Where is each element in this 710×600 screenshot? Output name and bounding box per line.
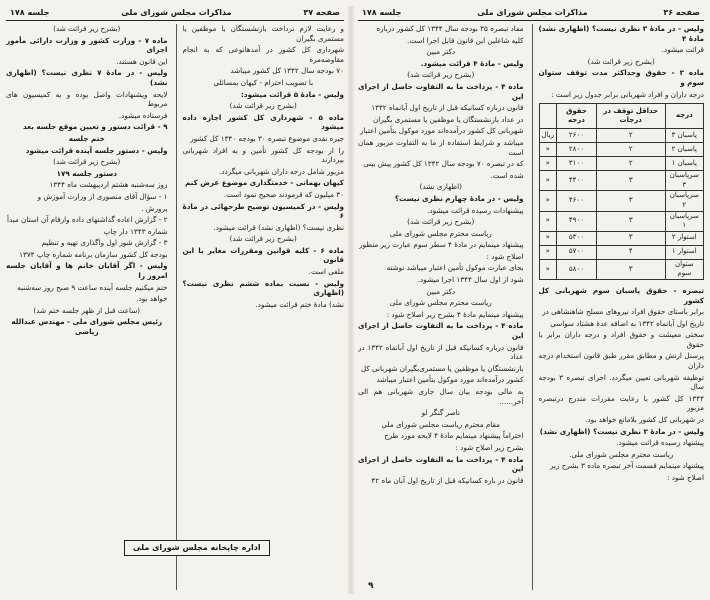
read-note: (بشرح زیر قرائت شد) xyxy=(407,70,475,80)
unit-cell: « xyxy=(539,231,557,245)
journal-title: مذاکرات مجلس شورای ملی xyxy=(121,8,232,18)
agenda-item: ۳ - گزارش شور اول واگذاری تهیه و تنظیم xyxy=(41,238,168,248)
speaker-line: با تصویب احترام - کیهان بمسائلی xyxy=(213,77,314,87)
speaker-line: ولیس - در مادهٔ ۷ نظری نیست؟ (اظهاری نشد) xyxy=(6,68,168,87)
signatory: دکتر مبین xyxy=(426,47,456,57)
address-line: مقام محترم ریاست مجلس شورای ملی xyxy=(381,419,500,429)
text-line: خواهد بود. xyxy=(136,294,168,304)
read-note: (بشرح زیر قرائت شد) xyxy=(53,157,121,167)
text-line: اصلاح شود : xyxy=(486,251,524,261)
text-line: کلیه شاغلین این قانون قابل اجرا است. xyxy=(407,35,524,45)
text-line: درجه داران و افراد شهربانی برابر جدول زیر است : xyxy=(551,89,704,99)
rank-cell: استوار ۱ xyxy=(665,245,703,259)
document-spread xyxy=(6,6,704,594)
speaker-line: ولیس - دستور جلسه آینده قرائت میشود xyxy=(25,145,168,155)
read-note: (بشرح زیر قرائت شد) xyxy=(229,101,297,111)
table-row xyxy=(539,259,704,279)
text-line: لایحه ویشنهادات واصل بوده و به کمیسیون های مربوط xyxy=(6,89,168,109)
read-note: (بشرح زیر قرائت شد) xyxy=(229,234,297,244)
text-line: بشرح زیر اصلاح شود : xyxy=(455,442,524,452)
text-line: این قانون هستند. xyxy=(116,56,168,66)
unit-column-header xyxy=(539,104,557,129)
column-left xyxy=(6,24,168,590)
table-row xyxy=(539,143,704,157)
unit-cell: « xyxy=(539,157,557,171)
text-line: در شهربانی کل کشور بلامانع خواهد بود. xyxy=(585,415,704,425)
speaker-line: ولیس - مادهٔ ۴ قرائت میشود. xyxy=(420,58,524,68)
table-row xyxy=(539,211,704,231)
table-row xyxy=(539,191,704,211)
text-line: را از بودجه کل کشور تأمین و به افراد شهربانی بپردازند xyxy=(182,145,344,165)
running-head-left xyxy=(6,6,344,21)
rank-cell: پاسبان ۳ xyxy=(665,129,703,143)
address-line: ریاست محترم مجلس شورای ملی xyxy=(389,228,492,238)
text-line: شماره ۱۳۴۳ دار چاپ xyxy=(103,226,168,236)
unit-cell: « xyxy=(539,191,557,211)
text-line: ۱۳۴۴ کل کشور با رعایت مقررات مندرج درتبصره مزبور xyxy=(538,393,704,413)
years-cell: ۲ xyxy=(596,157,665,171)
text-line: بجای عبارت موکول تأمین اعتبار میباشد نوشته xyxy=(386,263,524,273)
text-line: کشور درآمده‌اند مورد موکول بتأمین اعتبار میباشد xyxy=(376,375,524,385)
years-cell: ۳ xyxy=(596,211,665,231)
years-cell: ۳ xyxy=(596,191,665,211)
unit-cell: « xyxy=(539,245,557,259)
section-heading: ختم جلسه xyxy=(68,133,105,143)
text-line: ۷۰ بودجه سال ۱۳۴۲ کل کشور میباشد xyxy=(230,66,344,76)
text-line: ۳۰ میلیون که قرمودند صحیح نمود است. xyxy=(223,189,344,199)
text-line: شهربانی کل کشور درآمده‌اند مورد موکول بتأمین اعتبار xyxy=(360,126,524,136)
text-line: شهرداری کل کشور در آمدهانوعی که به انجام مقاوضه‌مره xyxy=(182,45,344,64)
column-header: حداقل توقف در درجات xyxy=(596,104,665,129)
folio-number: ۹ xyxy=(368,581,374,592)
years-cell: ۳ xyxy=(596,171,665,191)
text-line: ملغی است. xyxy=(308,267,344,277)
agenda-title: دستور جلسه ۱۷۹ xyxy=(56,168,117,178)
article-heading: ماده ۳ - حقوق وحداکثر مدت توقف ستوان سوم و xyxy=(538,68,704,87)
article-heading: ماده ۴ - پرداخت ما به التفاوت حاصل از اجرای این xyxy=(358,81,524,101)
salary-cell: ۵۳۰۰ xyxy=(557,231,597,245)
text-line: پیشنهاد مینمایم مادهٔ ۴ بشرح زیر اصلاح شود : xyxy=(386,309,524,319)
table-row xyxy=(539,231,704,245)
text-line: احتراماً پیشنهاد مینمایم مادهٔ ۴ لایحه مورد طرح xyxy=(384,431,524,441)
text-line: نشد) مادهٔ ختم قرائت میشود. xyxy=(255,299,344,309)
page-right xyxy=(358,6,704,594)
column-right xyxy=(176,24,345,590)
text-line: که در تبصره ۷۰ بودجه سال ۱۳۴۲ کل کشور پیش بینی xyxy=(363,159,524,169)
signatory: ناصر گنگر لو xyxy=(421,408,460,418)
column-header: حقوق درجه xyxy=(557,104,597,129)
column-header: درجه xyxy=(665,104,703,129)
rank-cell: پاسبان ۲ xyxy=(665,143,703,157)
running-head-right xyxy=(358,6,704,21)
speaker-line: ولیس - نسبت بماده ششم نظری نیست؟ (اظهاری xyxy=(182,278,344,298)
unit-cell: « xyxy=(539,171,557,191)
article-heading: ماده ۶ - کلیه قوانین ومقررات مغایر با این قانون xyxy=(182,245,344,265)
page-label: صفحه ۳۷ xyxy=(303,8,340,18)
read-note: (بشرح زیر قرائت شد) xyxy=(53,24,121,33)
years-cell: ۴ xyxy=(596,245,665,259)
salary-cell: ۵۸۰۰ xyxy=(557,259,597,279)
text-line: بودجه کل کشور سازمان برنامه شماره چاپ ۱۳۷۴ xyxy=(19,249,168,259)
column-left xyxy=(358,24,524,590)
text-line: برابر باستای حقوق افراد نیروهای مسلح شاهنشاهی در xyxy=(542,307,704,317)
columns-left-page xyxy=(6,24,344,590)
text-line: تاریخ اول آبانماه ۱۳۴۲ به اضافه عدهٔ هشتاد سواسی xyxy=(550,318,704,328)
text-line: شود از اول سال ۱۳۴۴ اجرا میشود. xyxy=(417,275,524,285)
speaker-line: ولیس - در مادهٔ چهارم نظری نیست؟ xyxy=(394,193,524,203)
agenda-item: ۲ - گزارش اعاده گذاشتهای داده وارقام آن استان مبدأ xyxy=(6,215,168,225)
text-line: میباشد و شرایط استفاده از ما به التفاوت مزبور همان است xyxy=(358,137,524,157)
text-line: مزبور شامل درجه داران شهربانی میگردد. xyxy=(219,166,344,176)
text-line: و رعایت لازم نرداخت بازنشستگان یا موظفین یا مستمری بگیران xyxy=(182,24,344,43)
unit-cell: « xyxy=(539,259,557,279)
text-line: فرستاده میشود. xyxy=(118,110,168,120)
years-cell: ۳ xyxy=(596,231,665,245)
address-line: ریاست محترم مجلس شورای ملی xyxy=(389,298,492,308)
text-line: سختی معیشت و حقوق افراد و درجه داران برابر با حقوق xyxy=(538,330,704,349)
text-line: اصلاح شود : xyxy=(667,473,704,482)
session-label: جلسه ۱۷۸ xyxy=(362,8,402,18)
years-cell: ۲ xyxy=(596,143,665,157)
speaker-line: ولیس - در مادهٔ ۳ نظری نیست؟ (اظهاری نشد) xyxy=(539,426,704,436)
text-line: پرورش . xyxy=(141,203,168,213)
speaker-line: ولیس - در کمیسیون توضیح طرحهائی در مادهٔ ۶ xyxy=(182,201,344,221)
article-heading: ماده ۴ - پرداخت ما به التفاوت حاصل از اجرای این xyxy=(358,321,524,341)
text-line: پرسنل ارتش و مطابق مقرر طبق قانون استخدام درجه داران xyxy=(538,351,704,371)
text-line: قانون درباره کسانیکه قبل از تاریخ اول آبانماه ۱۳۴۲ xyxy=(371,103,524,113)
salary-cell: ۴۶۰۰ xyxy=(557,191,597,211)
table-row xyxy=(539,129,704,143)
text-line: در عداد بازنشستگان یا موظفین یا مستمری بگیران xyxy=(372,114,524,124)
salary-cell: ۲۸۰۰ xyxy=(557,143,597,157)
text-line: پیشنهاد مینمایم قسمت آخر تبصره ماده ۳ بشرح زیر xyxy=(550,461,704,471)
salary-cell: ۴۹۰۰ xyxy=(557,211,597,231)
speaker-line: کیهان بهمانی - خدمتگذاری موضوع عرض کنم xyxy=(185,178,344,188)
rank-cell: ستوان سوم xyxy=(665,259,703,279)
text-line: پیشنهاد مینمایم در مادهٔ ۴ سطر سوم عبارت زیر منظور xyxy=(359,240,524,250)
read-note: (اظهاری نشد) xyxy=(419,182,462,192)
table-row xyxy=(539,245,704,259)
text-line: پیشنهادات رسیده قرائت میشود. xyxy=(427,205,524,215)
rank-salary-table xyxy=(539,103,705,280)
text-line: قرائت میشود. xyxy=(661,45,704,55)
journal-title: مذاکرات مجلس شورای ملی xyxy=(477,8,588,18)
printing-office-stamp: اداره چاپخانه مجلس شورای ملی xyxy=(124,540,270,556)
text-line: قانون درباره کسانیکه قبل از تاریخ اول آبانماه ۱۳۴۲ در عداد xyxy=(358,342,524,362)
speaker-line: ولیس - در مادهٔ ۳ نظری نیست؟ (اظهاری نشد) مادهٔ ۴ xyxy=(538,24,704,43)
article-heading: ماده ۵ - شهرداری کل کشور اجازه داده میشود xyxy=(182,112,344,132)
years-cell: ۲ xyxy=(596,129,665,143)
speaker-line: ولیس - مادهٔ ۵ قرائت میشود: xyxy=(241,89,344,99)
page-left xyxy=(6,6,344,594)
unit-cell: ریال xyxy=(539,129,557,143)
table-header-row xyxy=(539,104,704,129)
columns-right-page xyxy=(358,24,704,590)
address-line: ریاست محترم مجلس شورای ملی. xyxy=(569,449,674,459)
note-heading: تبصره - حقوق پاسبان سوم شهربانی کل کشور xyxy=(538,285,704,305)
text-line: توظیفه شهربانی تعیین میگردد. اجرای تبصره ۳ بودجه سال xyxy=(538,372,704,392)
table-row xyxy=(539,157,704,171)
read-note: (بشرح زیر قرائت شد) xyxy=(587,56,655,66)
rank-cell: سرپاسبان ۲ xyxy=(665,191,703,211)
column-right xyxy=(532,24,705,590)
text-line: شده است. xyxy=(490,170,524,180)
signature-line: رئیس مجلس شورای ملی - مهندس عبدالله ریاضی xyxy=(11,317,163,337)
text-line: پیشنهاد رسیده قرائت میشود. xyxy=(616,438,704,448)
unit-cell: « xyxy=(539,143,557,157)
rank-cell: پاسبان ۱ xyxy=(665,157,703,171)
years-cell: ۳ xyxy=(596,259,665,279)
read-note: (بشرح زیر قرائت شد) xyxy=(407,217,475,227)
table-row xyxy=(539,171,704,191)
agenda-item: ۱ - سؤال آقای منصوری از وزارت آموزش و xyxy=(37,191,168,201)
text-line: نظری نیست؟ (اظهاری نشد) قرائت میشود. xyxy=(213,222,344,232)
salary-cell: ۵۷۰۰ xyxy=(557,245,597,259)
rank-cell: سرپاسبان ۱ xyxy=(665,211,703,231)
closing-note: (ساعت قبل از ظهر جلسه ختم شد) xyxy=(33,305,141,315)
speaker-line: ولیس - اگر آقایان خانم ها و آقایان جلسه امروز را xyxy=(6,261,168,281)
text-line: جیره نقدی موضوع تبصره ۳۰ بودجه ۱۳۴۰ کل کشور xyxy=(190,133,344,143)
text-line: به مالی بودجه بیان سال جاری شهربانی هم الی آخر...... xyxy=(358,387,524,406)
text-line: روز سه‌شنبه هشتم اردیبهشت ماه ۱۳۴۴ xyxy=(49,180,168,190)
salary-cell: ۲۶۰۰ xyxy=(557,129,597,143)
session-label: جلسه ۱۷۸ xyxy=(10,8,50,18)
unit-cell: « xyxy=(539,211,557,231)
text-line: مفاد تبصره ۳۵ بودجه سال ۱۳۴۴ کل کشور درباره xyxy=(376,24,524,33)
rank-cell: سرپاسبان ۳ xyxy=(665,171,703,191)
book-gutter xyxy=(347,6,355,594)
rank-cell: استوار ۲ xyxy=(665,231,703,245)
signatory: دکتر مبین xyxy=(426,286,456,296)
text-line: قانون در باره کسانیکه قبل از تاریخ اول آبان ماه ۴۲ xyxy=(371,475,524,485)
salary-cell: ۳۱۰۰ xyxy=(557,157,597,171)
salary-cell: ۴۴۰۰ xyxy=(557,171,597,191)
page-label: صفحه ۳۶ xyxy=(663,8,700,18)
article-heading: ماده ۴ - پرداخت ما به التفاوت حاصل از اجرای این xyxy=(358,454,524,474)
article-heading: ماده ۷ - وزارت کشور و وزارت دارائی مأمور اجرای xyxy=(6,35,168,55)
text-line: بازنشستگان یا موظفین یا مستمری‌بگیران شهربانی کل xyxy=(360,363,524,373)
text-line: ختم میکنیم جلسه آینده ساعت ۹ صبح روز سه‌شنبه xyxy=(17,282,168,292)
section-heading: ۹ - قرائت دستور و تعیین موقع جلسه بعد xyxy=(22,122,168,132)
